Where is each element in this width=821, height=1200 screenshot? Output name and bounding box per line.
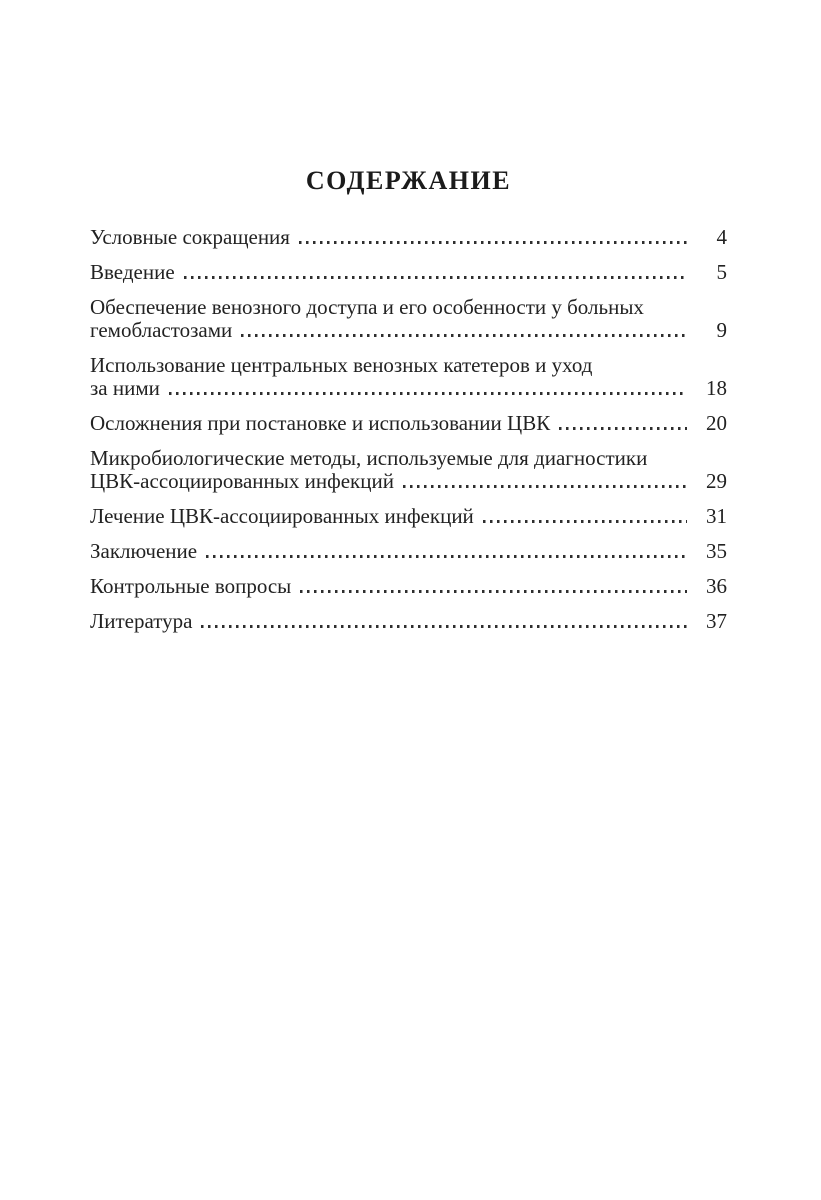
- dot-leader: [169, 392, 687, 395]
- toc-entry: [90, 505, 727, 528]
- toc-entry-text: Условные сокращения: [90, 225, 290, 249]
- page-number: 35: [706, 539, 727, 563]
- toc-entry: [90, 296, 727, 342]
- page-number: 9: [716, 318, 727, 342]
- toc-entry-text: Лечение ЦВК-ассоциированных инфекций: [90, 504, 474, 528]
- toc-entry-text: за ними: [90, 376, 160, 400]
- toc-entry-text: гемобластозами: [90, 318, 233, 342]
- page-number: 18: [706, 376, 727, 400]
- toc-entry-text: Заключение: [90, 539, 198, 563]
- page-number: 20: [706, 411, 727, 435]
- contents-page: [90, 167, 727, 645]
- dot-leader: [559, 427, 687, 430]
- dot-leader: [483, 520, 687, 523]
- toc-entry-text: Обеспечение венозного доступа и его особенности у больных: [90, 295, 644, 319]
- toc-entry-text: Введение: [90, 260, 175, 284]
- dot-leader: [201, 625, 687, 628]
- page-number: 5: [716, 260, 727, 284]
- table-of-contents: [90, 226, 727, 633]
- toc-entry-text: ЦВК-ассоциированных инфекций: [90, 469, 394, 493]
- toc-entry: [90, 575, 727, 598]
- toc-entry-text: Контрольные вопросы: [90, 574, 292, 598]
- toc-entry: [90, 447, 727, 493]
- page-number: 29: [706, 469, 727, 493]
- page-number: 36: [706, 574, 727, 598]
- dot-leader: [184, 276, 687, 279]
- toc-entry: [90, 226, 727, 249]
- page-title: СОДЕРЖАНИЕ: [305, 166, 512, 195]
- toc-entry: [90, 354, 727, 400]
- page-number: 37: [706, 609, 727, 633]
- toc-entry: [90, 540, 727, 563]
- toc-entry: [90, 610, 727, 633]
- toc-entry: [90, 261, 727, 284]
- page-number: 31: [706, 504, 727, 528]
- page-number: 4: [716, 225, 727, 249]
- dot-leader: [403, 485, 687, 488]
- dot-leader: [300, 590, 687, 593]
- dot-leader: [299, 241, 687, 244]
- toc-entry: [90, 412, 727, 435]
- toc-entry-text: Микробиологические методы, используемые для диагностики: [90, 446, 648, 470]
- dot-leader: [206, 555, 687, 558]
- dot-leader: [241, 334, 687, 337]
- toc-entry-text: Использование центральных венозных катетеров и уход: [90, 353, 593, 377]
- toc-entry-text: Осложнения при постановке и использовании ЦВК: [90, 411, 551, 435]
- toc-entry-text: Литература: [90, 609, 193, 633]
